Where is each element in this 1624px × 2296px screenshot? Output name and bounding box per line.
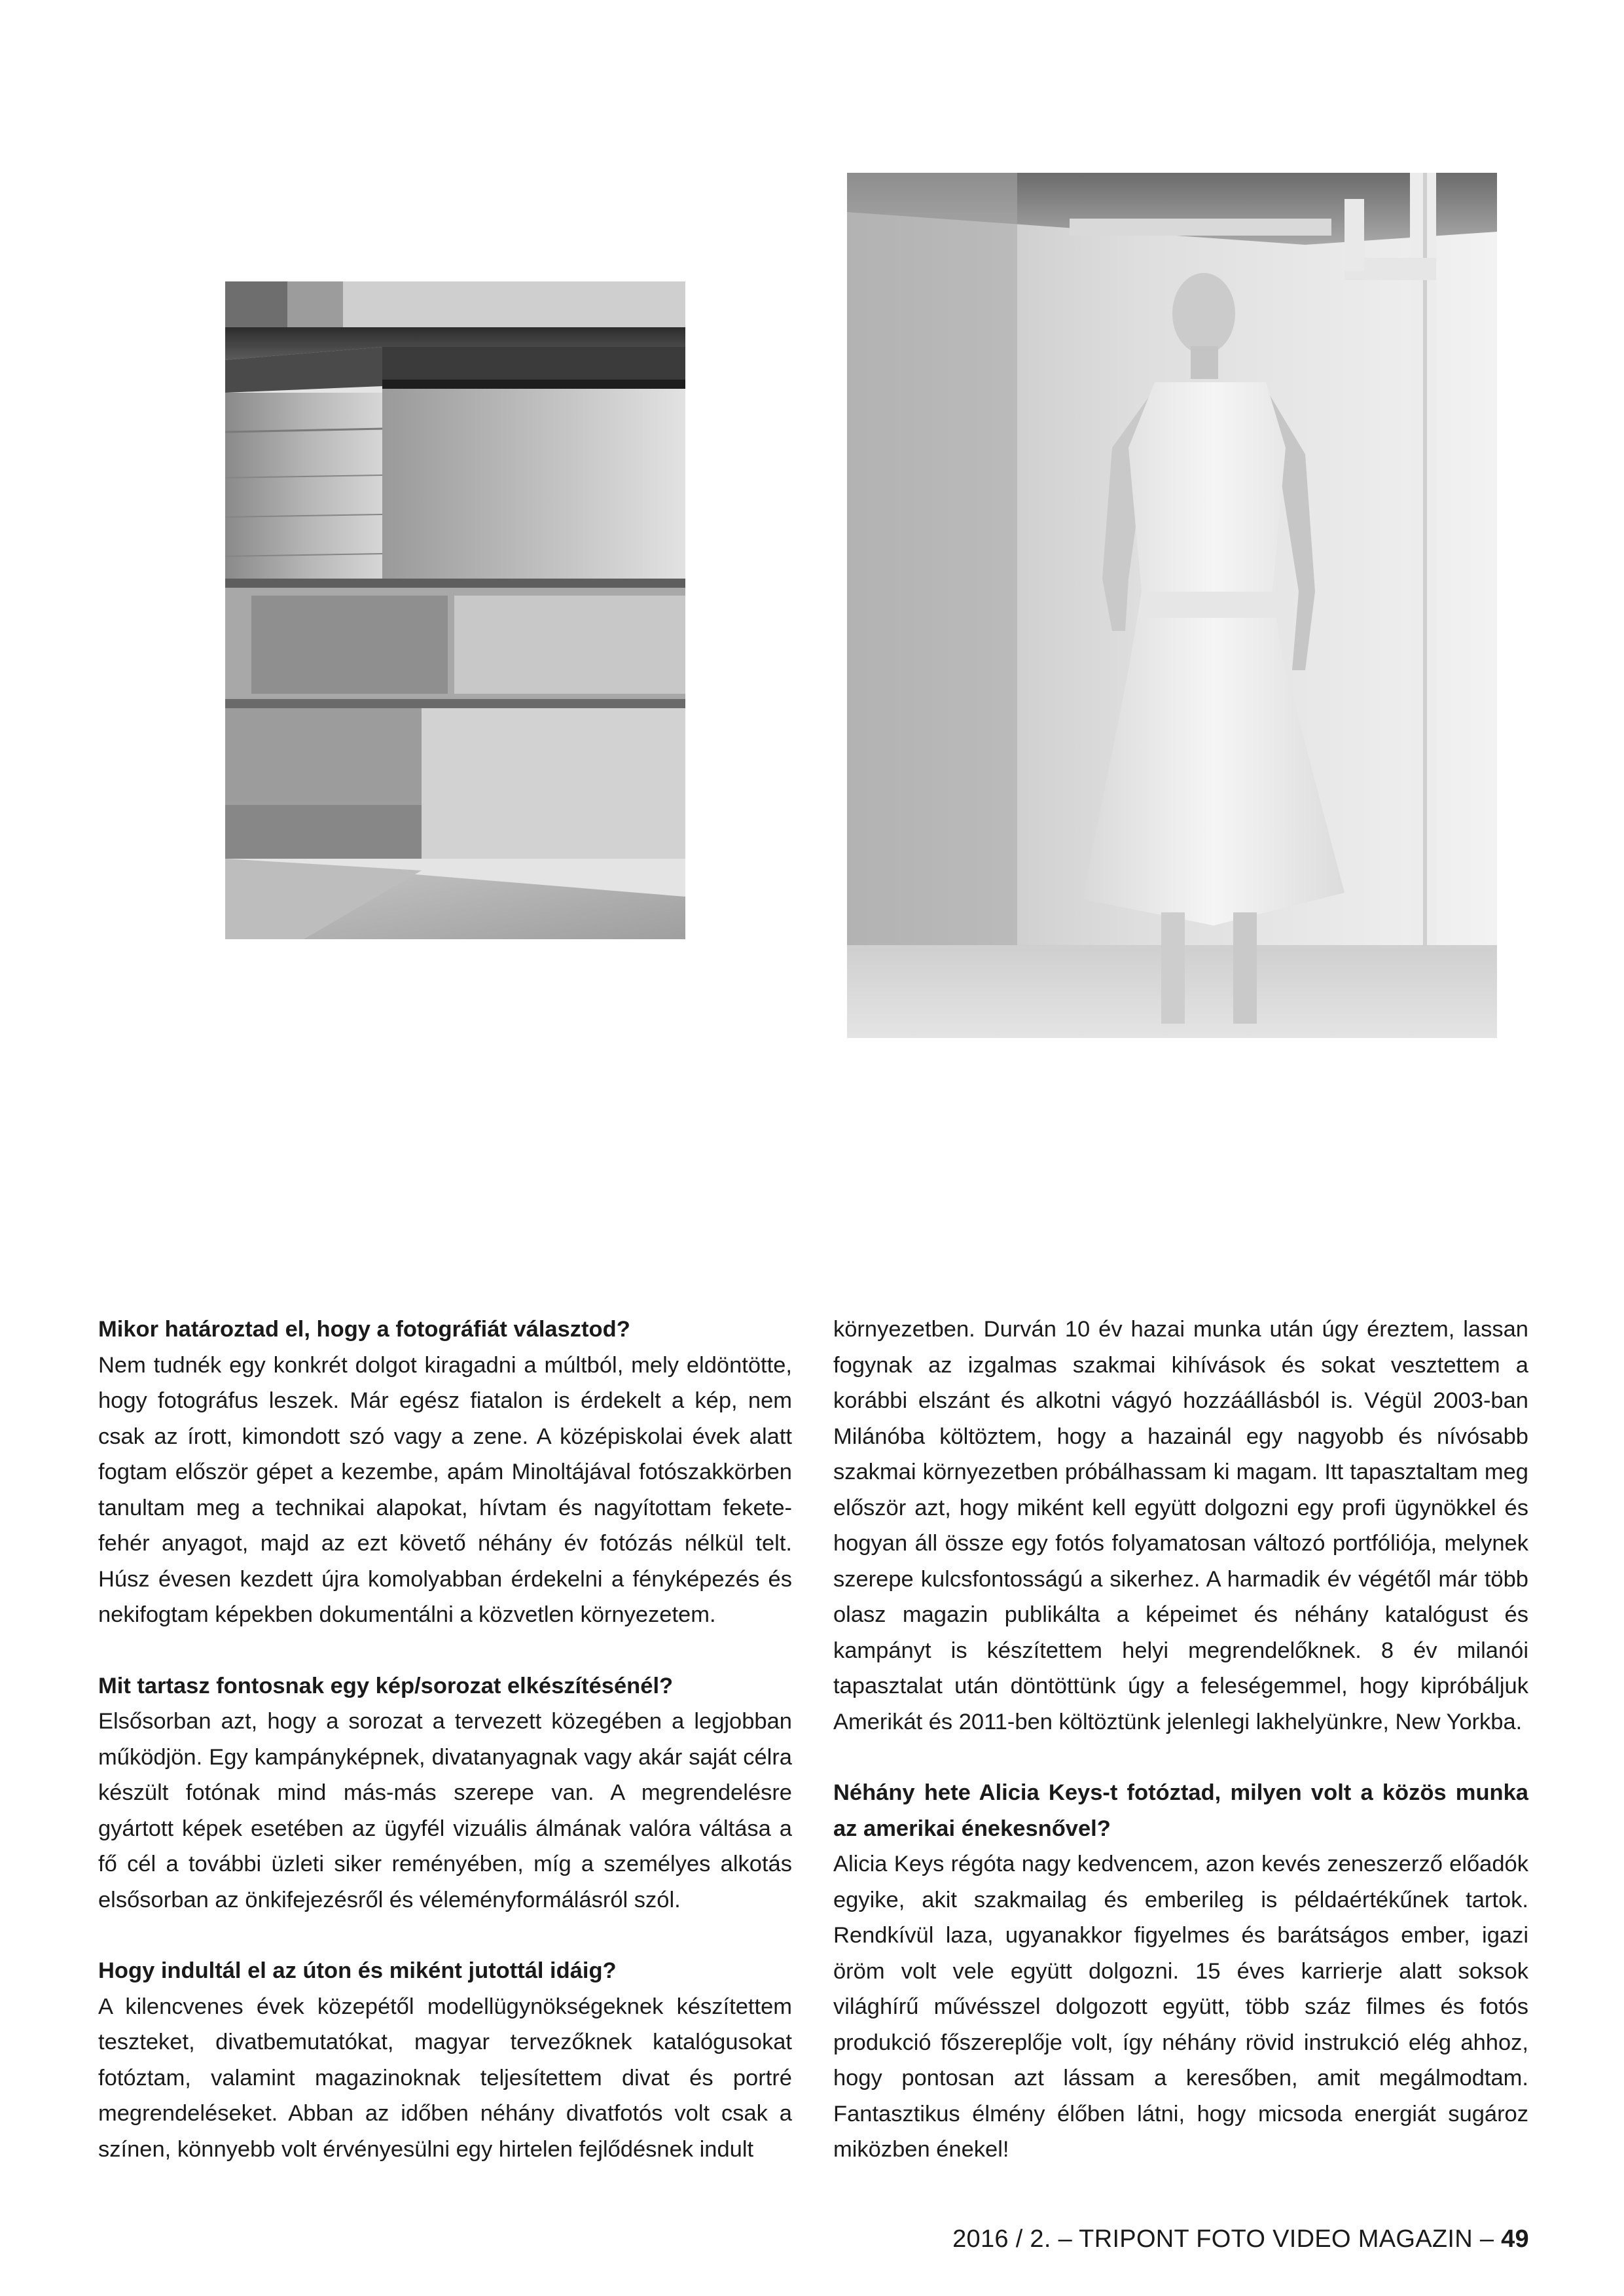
interview-section <box>98 1668 792 1918</box>
page-number: 49 <box>1501 2225 1529 2253</box>
building-corner-photo <box>225 281 685 939</box>
page-footer <box>952 2225 1529 2253</box>
interview-answer: A kilencvenes évek közepétől modellügynökségeknek készítettem teszteket, divatbemutatókat, magyar tervezőknek katalógusokat fotóztam, valamint magazinoknak teljesítettem divat és portré megrendeléseket. Abban az időben néhány divatfotós volt csak a színen, könnyebb volt érvényesülni egy hirtelen fejlődésnek indult <box>98 1994 792 2162</box>
interview-answer: Elsősorban azt, hogy a sorozat a tervezett közegében a legjobban működjön. Egy kampányképnek, divatanyagnak vagy akár saját célra készült fotónak mind más-más szerepe van. A megrendelésre gyártott képek esetében az ügyfél vizuális álmának valóra váltása a fő cél a további üzleti siker reményében, míg a személyes alkotás elsősorban az önkifejezésről és véleményformálásról szól. <box>98 1709 792 1912</box>
continued-answer-section <box>833 1312 1528 1740</box>
footer-issue-text: 2016 / 2. – TRIPONT FOTO VIDEO MAGAZIN – <box>952 2225 1494 2253</box>
interview-section <box>833 1775 1528 2168</box>
interview-question: Néhány hete Alicia Keys-t fotóztad, milyen volt a közös munka az amerikai énekesnővel? <box>833 1780 1528 1841</box>
right-text-column <box>833 1312 1528 2203</box>
interview-answer: Nem tudnék egy konkrét dolgot kiragadni a múltból, mely eldöntötte, hogy fotográfus leszek. Már egész fiatalon is érdekelt a kép, nem csak az írott, kimondott szó vagy a zene. A középiskolai évek alatt fogtam először gépet a kezembe, apám Minoltájával fotószakkörben tanultam meg a technikai alapokat, hívtam és nagyítottam fekete-fehér anyagot, majd az ezt követő néhány év fotózás nélkül telt. Húsz évesen kezdett újra komolyabban érdekelni a fényképezés és nekifogtam képekben dokumentálni a közvetlen környezetem. <box>98 1352 792 1627</box>
left-text-column <box>98 1312 792 2202</box>
interview-question: Mikor határoztad el, hogy a fotográfiát választod? <box>98 1317 630 1342</box>
interview-answer: Alicia Keys régóta nagy kedvencem, azon kevés zeneszerző előadók egyike, akit szakmailag és emberileg is példaértékűnek tartok. Rendkívül laza, ugyanakkor figyelmes és barátságos ember, igazi öröm volt vele együtt dolgozni. 15 éves karrierje alatt soksok világhírű művésszel dolgozott együtt, több száz filmes és fotós produkció főszereplője volt, így néhány rövid instrukció elég ahhoz, hogy pontosan azt lássam a keresőben, amit megálmodtam. Fantasztikus élmény élőben látni, hogy micsoda energiát sugároz miközben énekel! <box>833 1852 1528 2162</box>
interview-section <box>98 1953 792 2167</box>
model-portrait-photo <box>847 173 1497 1038</box>
continued-answer: környezetben. Durván 10 év hazai munka után úgy éreztem, lassan fogynak az izgalmas szakmai kihívások és sokat vesztettem a korábbi elszánt és alkotni vágyó hozzáállásból is. Végül 2003-ban Milánóba költöztem, hogy a hazainál egy nagyobb és nívósabb szakmai környezetben próbálhassam ki magam. Itt tapasztaltam meg először azt, hogy miként kell együtt dolgozni egy profi ügynökkel és hogyan áll össze egy fotós folyamatosan változó portfóliója, melynek szerepe kulcsfontosságú a sikerhez. A harmadik év végétől már több olasz magazin publikálta a képeimet és néhány katalógust és kampányt is készítettem helyi megrendelőknek. 8 év milanói tapasztalat után döntöttünk úgy a feleségemmel, hogy kipróbáljuk Amerikát és 2011-ben költöztünk jelenlegi lakhelyünkre, New Yorkba. <box>833 1317 1528 1734</box>
building-corner-image <box>225 281 685 939</box>
interview-question: Mit tartasz fontosnak egy kép/sorozat elkészítésénél? <box>98 1673 674 1698</box>
interview-section <box>98 1312 792 1633</box>
model-portrait-image <box>847 173 1497 1038</box>
interview-question: Hogy indultál el az úton és miként jutottál idáig? <box>98 1958 617 1983</box>
